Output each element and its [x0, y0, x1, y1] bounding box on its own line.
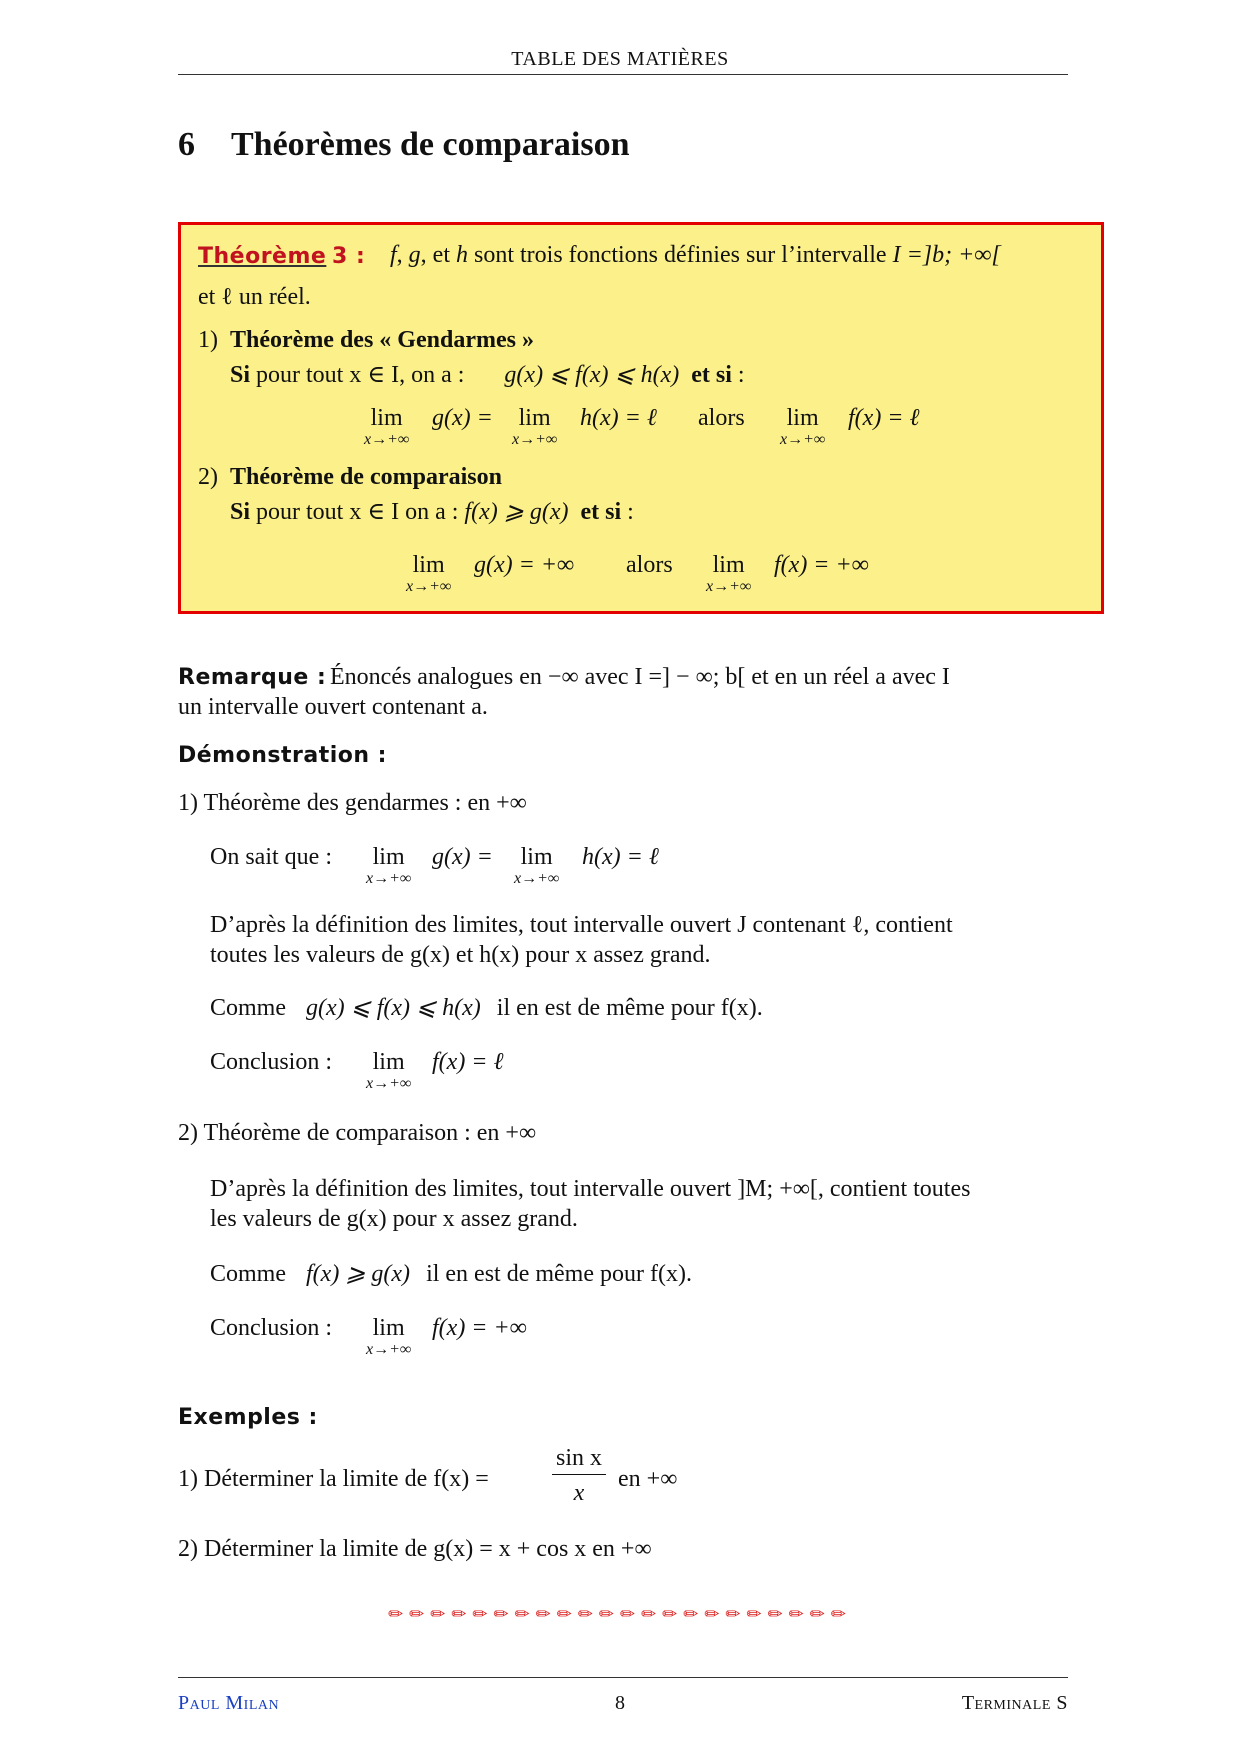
example2-text: 2) Déterminer la limite de g(x) = x + cos x en +∞	[178, 1536, 652, 1562]
si-keyword: Si	[230, 362, 251, 388]
math-interval: =]b; +∞[	[900, 242, 1001, 268]
condition-math: g(x) ⩽ f(x) ⩽ h(x)	[504, 362, 680, 388]
theorem-label: Théorème	[198, 244, 327, 269]
remark-label: Remarque :	[178, 665, 327, 690]
item2-g-limit: g(x) = +∞	[474, 552, 575, 578]
lim-word: lim	[372, 844, 405, 870]
lim-word: lim	[518, 405, 551, 431]
theorem-number: 3 :	[332, 244, 366, 269]
demo-on-sait: On sait que :	[210, 844, 332, 870]
item1-condition	[230, 363, 745, 387]
si-keyword: Si	[230, 499, 251, 525]
running-header: TABLE DES MATIÈRES	[511, 48, 729, 70]
condition-text: pour tout x ∈ I, on a :	[250, 362, 465, 388]
lim-subscript: x→+∞	[512, 431, 558, 448]
condition-colon: :	[731, 362, 745, 388]
condition-colon: :	[621, 499, 634, 525]
math-g: g	[408, 242, 421, 268]
limit-operator	[512, 406, 557, 448]
section-title-text: Théorèmes de comparaison	[231, 126, 630, 163]
pencil-divider: ✏✏✏✏✏✏✏✏✏✏✏✏✏✏✏✏✏✏✏✏✏✏	[388, 1604, 852, 1624]
header-rule	[178, 74, 1068, 75]
example1-text: 1) Déterminer la limite de f(x) =	[178, 1466, 489, 1492]
item2-condition	[230, 500, 634, 524]
lim-word: lim	[372, 1049, 405, 1075]
footer-class: Terminale S	[961, 1692, 1068, 1714]
demo-p2-def-line2: les valeurs de g(x) pour x assez grand.	[210, 1206, 578, 1232]
limit-operator	[364, 406, 409, 448]
item1-alors: alors	[698, 405, 745, 431]
remark-line2: un intervalle ouvert contenant a.	[178, 694, 488, 720]
demo-p1-conclusion-math: f(x) = ℓ	[432, 1049, 504, 1075]
math-I: I	[892, 242, 901, 268]
condition-math: f(x) ⩾ g(x)	[464, 499, 569, 525]
limit-operator	[706, 553, 751, 595]
intro-text: sont trois fonctions définies sur l’intervalle	[468, 242, 893, 268]
lim-subscript: x→+∞	[706, 578, 752, 595]
theorem-intro	[390, 243, 1001, 267]
comme-word: Comme	[210, 995, 286, 1021]
lim-word: lim	[372, 1315, 405, 1341]
examples-label: Exemples :	[178, 1405, 318, 1430]
item2-title: Théorème de comparaison	[230, 464, 502, 490]
item1-title: Théorème des « Gendarmes »	[230, 327, 534, 353]
lim-word: lim	[370, 405, 403, 431]
limit-operator	[366, 1050, 411, 1092]
intro-sep-2: , et	[420, 242, 456, 268]
limit-operator	[366, 845, 411, 887]
lim-subscript: x→+∞	[780, 431, 826, 448]
comme-math: f(x) ⩾ g(x)	[306, 1261, 411, 1287]
limit-operator	[366, 1316, 411, 1358]
demo-p1-h-limit: h(x) = ℓ	[582, 844, 659, 870]
lim-word: lim	[412, 552, 445, 578]
demo-p1-def-line1: D’après la définition des limites, tout intervalle ouvert J contenant ℓ, contient	[210, 912, 953, 938]
lim-subscript: x→+∞	[366, 870, 412, 887]
demo-p2-comme	[210, 1262, 692, 1286]
comme-rest: il en est de même pour f(x).	[496, 995, 763, 1021]
comme-math: g(x) ⩽ f(x) ⩽ h(x)	[306, 995, 481, 1021]
footer-rule	[178, 1677, 1068, 1678]
demo-p2-conclusion-math: f(x) = +∞	[432, 1315, 527, 1341]
lim-subscript: x→+∞	[364, 431, 410, 448]
remark-line1: Énoncés analogues en −∞ avec I =] − ∞; b[ et en un réel a avec I	[330, 664, 950, 690]
demo-p1-def-line2: toutes les valeurs de g(x) et h(x) pour x assez grand.	[210, 942, 711, 968]
footer-author: Paul Milan	[178, 1692, 280, 1714]
example1-fraction	[552, 1446, 606, 1505]
lim-subscript: x→+∞	[406, 578, 452, 595]
item2-f-limit: f(x) = +∞	[774, 552, 869, 578]
etsi-keyword: et si	[580, 499, 622, 525]
theorem-intro-line2: et ℓ un réel.	[198, 284, 311, 310]
lim-word: lim	[786, 405, 819, 431]
demo-p1-g-limit: g(x) =	[432, 844, 493, 870]
lim-subscript: x→+∞	[366, 1341, 412, 1358]
demo-p2-def-line1: D’après la définition des limites, tout intervalle ouvert ]M; +∞[, contient toutes	[210, 1176, 971, 1202]
lim-subscript: x→+∞	[514, 870, 560, 887]
lim-subscript: x→+∞	[366, 1075, 412, 1092]
item2-number: 2)	[198, 464, 218, 490]
demo-p2-title: 2) Théorème de comparaison : en +∞	[178, 1120, 537, 1146]
limit-operator	[514, 845, 559, 887]
demo-p1-conclusion: Conclusion :	[210, 1049, 333, 1075]
item1-number: 1)	[198, 327, 218, 353]
comme-rest: il en est de même pour f(x).	[426, 1261, 692, 1287]
page-number: 8	[615, 1692, 625, 1714]
etsi-keyword: et si	[691, 362, 732, 388]
item2-alors: alors	[626, 552, 673, 578]
demo-p1-title: 1) Théorème des gendarmes : en +∞	[178, 790, 527, 816]
limit-operator	[780, 406, 825, 448]
demo-p1-comme	[210, 996, 763, 1020]
demo-p2-conclusion: Conclusion :	[210, 1315, 333, 1341]
section-number: 6	[178, 126, 195, 163]
intro-sep: ,	[396, 242, 409, 268]
demo-label: Démonstration :	[178, 743, 387, 768]
lim-word: lim	[520, 844, 553, 870]
math-f: f	[390, 242, 397, 268]
comme-word: Comme	[210, 1261, 286, 1287]
limit-operator	[406, 553, 451, 595]
fraction-numerator: sin x	[552, 1446, 606, 1475]
example1-end: en +∞	[618, 1466, 678, 1492]
fraction-denominator: x	[573, 1480, 585, 1506]
item1-g-limit: g(x) =	[432, 405, 493, 431]
item1-h-limit: h(x) = ℓ	[580, 405, 657, 431]
math-h: h	[456, 242, 468, 268]
condition-text: pour tout x ∈ I on a :	[250, 499, 465, 525]
lim-word: lim	[712, 552, 745, 578]
item1-f-limit: f(x) = ℓ	[848, 405, 920, 431]
section-title	[178, 126, 630, 164]
